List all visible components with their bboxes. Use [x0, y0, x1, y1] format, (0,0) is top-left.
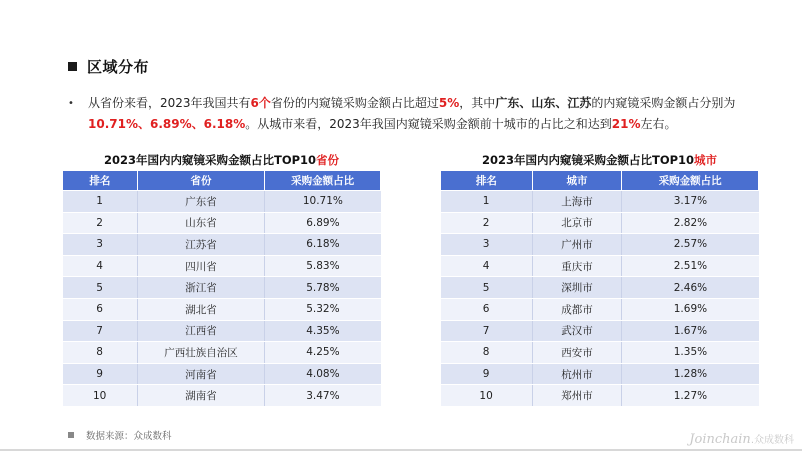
highlight-total: 21%: [611, 117, 641, 131]
rank-cell: 3: [63, 234, 138, 256]
paragraph-line-2: [88, 114, 677, 135]
rank-cell: 5: [63, 277, 138, 299]
share-cell: 1.69%: [622, 298, 759, 320]
province-table: [62, 170, 381, 407]
province-table-title: [62, 152, 381, 168]
square-bullet-icon: [68, 62, 77, 71]
rank-cell: 8: [441, 342, 533, 364]
highlight-threshold: 5%: [438, 96, 460, 110]
rank-cell: 10: [63, 385, 138, 407]
text-span: 。从城市来看，2023年我国内窥镜采购金额前十城市的占比之和达到: [245, 117, 612, 131]
rank-cell: 9: [441, 363, 533, 385]
share-cell: 2.82%: [622, 212, 759, 234]
column-header: 省份: [137, 171, 265, 191]
bullet-icon: •: [68, 98, 74, 109]
table-row: [441, 191, 759, 213]
region-cell: 杭州市: [532, 363, 622, 385]
rank-cell: 3: [441, 234, 533, 256]
region-cell: 浙江省: [137, 277, 265, 299]
region-cell: 广西壮族自治区: [137, 342, 265, 364]
rank-cell: 6: [63, 298, 138, 320]
region-cell: 西安市: [532, 342, 622, 364]
table-row: [63, 191, 381, 213]
share-cell: 2.51%: [622, 255, 759, 277]
region-cell: 上海市: [532, 191, 622, 213]
region-cell: 江西省: [137, 320, 265, 342]
share-cell: 6.18%: [265, 234, 381, 256]
logo-suffix: .众成数科: [750, 435, 794, 446]
share-cell: 4.25%: [265, 342, 381, 364]
table-row: [63, 363, 381, 385]
highlight-shares: 10.71%、6.89%、6.18%: [88, 117, 246, 131]
table-row: [441, 234, 759, 256]
section-title: 区域分布: [87, 58, 150, 76]
region-cell: 重庆市: [532, 255, 622, 277]
region-cell: 北京市: [532, 212, 622, 234]
table-row: [63, 342, 381, 364]
rank-cell: 10: [441, 385, 533, 407]
square-bullet-icon: [68, 432, 74, 438]
rank-cell: 8: [63, 342, 138, 364]
share-cell: 5.32%: [265, 298, 381, 320]
section-heading: [68, 56, 149, 77]
table-row: [63, 234, 381, 256]
region-cell: 郑州市: [532, 385, 622, 407]
table-header-row: [441, 171, 759, 191]
rank-cell: 7: [441, 320, 533, 342]
rank-cell: 5: [441, 277, 533, 299]
table-row: [441, 212, 759, 234]
title-prefix: 2023年国内内窥镜采购金额占比TOP10: [481, 153, 695, 167]
share-cell: 4.08%: [265, 363, 381, 385]
share-cell: 3.17%: [622, 191, 759, 213]
table-row: [441, 255, 759, 277]
city-table-title: [440, 152, 759, 168]
highlight-count: 6个: [250, 96, 271, 110]
share-cell: 3.47%: [265, 385, 381, 407]
table-header-row: [63, 171, 381, 191]
rank-cell: 7: [63, 320, 138, 342]
region-cell: 湖北省: [137, 298, 265, 320]
table-row: [63, 255, 381, 277]
rank-cell: 9: [63, 363, 138, 385]
share-cell: 1.27%: [622, 385, 759, 407]
region-cell: 湖南省: [137, 385, 265, 407]
table-row: [441, 320, 759, 342]
table-row: [441, 342, 759, 364]
region-cell: 四川省: [137, 255, 265, 277]
share-cell: 1.28%: [622, 363, 759, 385]
rank-cell: 2: [441, 212, 533, 234]
source-text: 数据来源：众成数科: [86, 431, 172, 442]
rank-cell: 6: [441, 298, 533, 320]
table-row: [63, 385, 381, 407]
region-cell: 河南省: [137, 363, 265, 385]
share-cell: 1.67%: [622, 320, 759, 342]
region-cell: 广州市: [532, 234, 622, 256]
table-row: [441, 277, 759, 299]
rank-cell: 2: [63, 212, 138, 234]
city-table: [440, 170, 759, 407]
title-prefix: 2023年国内内窥镜采购金额占比TOP10: [103, 153, 317, 167]
rank-cell: 4: [63, 255, 138, 277]
region-cell: 江苏省: [137, 234, 265, 256]
table-row: [63, 320, 381, 342]
rank-cell: 1: [441, 191, 533, 213]
region-cell: 广东省: [137, 191, 265, 213]
rank-cell: 1: [63, 191, 138, 213]
table-row: [63, 212, 381, 234]
title-highlight: 城市: [694, 153, 718, 167]
brand-logo: [689, 431, 794, 447]
share-cell: 10.71%: [265, 191, 381, 213]
column-header: 采购金额占比: [622, 171, 759, 191]
text-span: 的内窥镜采购金额占分别为: [591, 96, 736, 110]
share-cell: 5.83%: [265, 255, 381, 277]
data-source: [68, 428, 172, 442]
highlight-provinces: 广东、山东、江苏: [495, 96, 592, 110]
table-row: [441, 298, 759, 320]
text-span: 从省份来看，2023年我国共有: [88, 96, 251, 110]
paragraph-line-1: [88, 93, 735, 114]
logo-main: Joinchain: [689, 432, 751, 447]
column-header: 排名: [63, 171, 138, 191]
rank-cell: 4: [441, 255, 533, 277]
column-header: 排名: [441, 171, 533, 191]
share-cell: 2.46%: [622, 277, 759, 299]
region-cell: 山东省: [137, 212, 265, 234]
share-cell: 6.89%: [265, 212, 381, 234]
table-row: [441, 363, 759, 385]
column-header: 城市: [532, 171, 622, 191]
title-highlight: 省份: [316, 153, 340, 167]
text-span: 左右。: [640, 117, 677, 131]
region-cell: 成都市: [532, 298, 622, 320]
table-row: [441, 385, 759, 407]
share-cell: 4.35%: [265, 320, 381, 342]
table-row: [63, 298, 381, 320]
share-cell: 5.78%: [265, 277, 381, 299]
table-row: [63, 277, 381, 299]
region-cell: 武汉市: [532, 320, 622, 342]
region-cell: 深圳市: [532, 277, 622, 299]
text-span: 省份的内窥镜采购金额占比超过: [270, 96, 439, 110]
column-header: 采购金额占比: [265, 171, 381, 191]
text-span: ，其中: [459, 96, 496, 110]
share-cell: 2.57%: [622, 234, 759, 256]
share-cell: 1.35%: [622, 342, 759, 364]
